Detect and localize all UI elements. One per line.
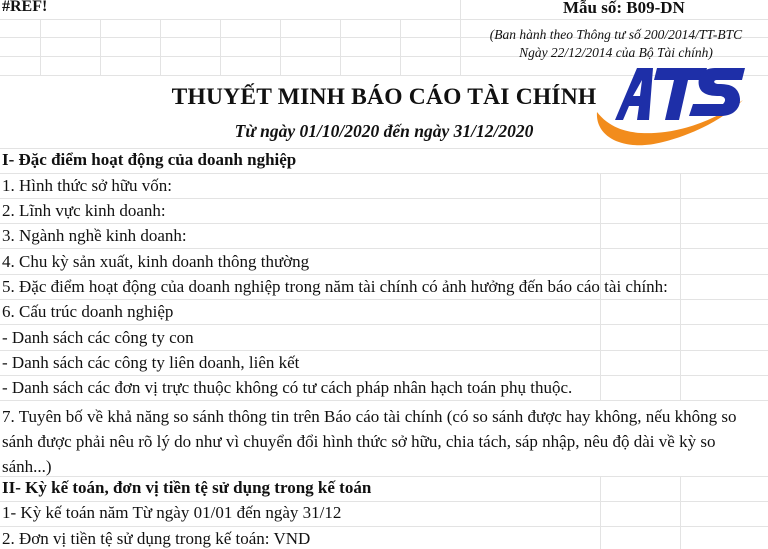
list-item: 4. Chu kỳ sản xuất, kinh doanh thông thường xyxy=(2,252,310,271)
issuance-note-line1: (Ban hành theo Thông tư số 200/2014/TT-BTC xyxy=(489,27,743,42)
report-period: Từ ngày 01/10/2020 đến ngày 31/12/2020 xyxy=(234,121,534,141)
section2-heading: II- Kỳ kế toán, đơn vị tiền tệ sử dụng trong kế toán xyxy=(2,478,372,497)
list-item: 2. Đơn vị tiền tệ sử dụng trong kế toán: VND xyxy=(2,529,311,548)
list-item: 1- Kỳ kế toán năm Từ ngày 01/01 đến ngày 31/12 xyxy=(2,503,342,522)
list-item: 2. Lĩnh vực kinh doanh: xyxy=(2,201,166,220)
list-item: 1. Hình thức sở hữu vốn: xyxy=(2,176,173,195)
list-item: - Danh sách các đơn vị trực thuộc không có tư cách pháp nhân hạch toán phụ thuộc. xyxy=(2,378,573,397)
ats-logo xyxy=(585,60,745,150)
comparability-statement: 7. Tuyên bố về khả năng so sánh thông tin trên Báo cáo tài chính (có so sánh được hay không, nếu không so sánh được phải nêu rõ lý do như vì chuyển đổi hình thức sở hữu, chia tách, sáp nhập, nêu độ dài về kỳ so sánh...) xyxy=(2,407,737,476)
section1-heading: I- Đặc điểm hoạt động của doanh nghiệp xyxy=(2,150,297,169)
list-item: - Danh sách các công ty liên doanh, liên kết xyxy=(2,353,300,372)
form-number: Mẫu số: B09-DN xyxy=(563,0,685,17)
issuance-note-line2: Ngày 22/12/2014 của Bộ Tài chính) xyxy=(519,45,713,60)
list-item: - Danh sách các công ty con xyxy=(2,328,194,347)
list-item: 6. Cấu trúc doanh nghiệp xyxy=(2,302,174,321)
issuance-note xyxy=(468,26,764,62)
list-item: 3. Ngành nghề kinh doanh: xyxy=(2,226,187,245)
ref-error-cell: #REF! xyxy=(2,0,48,15)
list-item: 5. Đặc điểm hoạt động của doanh nghiệp trong năm tài chính có ảnh hưởng đến báo cáo tài chính: xyxy=(2,277,668,296)
report-title: THUYẾT MINH BÁO CÁO TÀI CHÍNH xyxy=(171,84,597,110)
